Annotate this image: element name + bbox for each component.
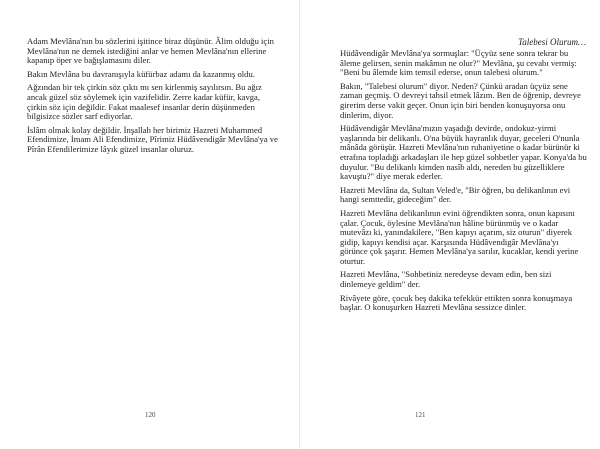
paragraph: İslâm olmak kolay değildir. İnşallah her birimiz Hazreti Muhammed Efendimize, İmam Ali Efendimize, Pîrimiz Hüdâvendigâr Mevlâna'ya ve Pîrân Efendilerimize lâyık güzel insanlar oluruz. — [27, 124, 278, 154]
paragraph: Rivâyete göre, çocuk beş dakika tefekkür ettikten sonra konuşmaya başlar. O konuşurken Hazreti Mevlâna sessizce dinler. — [340, 292, 573, 313]
running-head: Talebesi Olurum… — [518, 37, 586, 47]
paragraph: Hazreti Mevlâna, "Sohbetiniz neredeyse devam edin, ben sizi dinlemeye geldim" der. — [340, 269, 552, 290]
left-page-body — [27, 37, 280, 159]
page-number: 121 — [415, 411, 426, 419]
paragraph: Hüdâvendigâr Mevlâna'mızın yaşadığı devirde, ondokuz-yirmi yaşlarında bir delikanlı. O'na büyük hayranlık duyar, geceleri O'nunla mânâda görüşür. Hazreti Mevlâna'nın ruhaniyetine o kadar bürünür ki etrafına topladığı arkadaşları ile hep güzel sohbetler yapar. Konya'da bu duyulur. "Bu delikanlı kimden nasîb aldı, nereden bu güzelliklere kavuştu?" diye merak ederler. — [340, 123, 587, 182]
paragraph: Hüdâvendigâr Mevlâna'ya sormuşlar: "Üçyüz sene sonra tekrar bu âleme gelirsen, senin makâmın ne olur?" Mevlâna, şu cevabı vermiş: "Beni bu âlemde kim temsil ederse, onun talebesi olurum." — [340, 48, 577, 78]
paragraph: Bakın Mevlâna bu davranışıyla küfürbaz adamı da kazanmış oldu. — [27, 68, 255, 79]
page-number: 120 — [145, 411, 156, 419]
paragraph: Adam Mevlâna'nın bu sözlerini işitince biraz düşünür. Âlim olduğu için Mevlâna'nın ne demek istediğini anlar ve hemen Mevlâna'nın ellerine kapanıp öper ve bağışlamasını diler. — [27, 36, 274, 66]
paragraph: Ağzından bir tek çirkin söz çıktı mı sen kirlenmiş sayılırsın. Bu ağız ancak güzel söz söylemek için vazifelidir. Zerre kadar küfür, kavga, çirkin söz için değildir. Fakat maalesef insanlar derin düşünmeden bilgisizce sözler sarf ediyorlar. — [27, 82, 262, 122]
right-page — [300, 0, 600, 449]
right-page-body — [340, 49, 587, 317]
paragraph: Hazreti Mevlâna delikanlının evini öğrendikten sonra, onun kapısını çalar. Çocuk, öylesine Mevlâna'nın hâline bürünmüş ve o kadar mutevâzı ki, yanındakilere, "Ben kapıyı açarım, siz oturun" diyerek gidip, kapıyı kendisi açar. Karşısında Hüdâvendigâr Mevlâna'yı görünce çok şaşırır. Hemen Mevlâna'ya sarılır, kucaklar, kendi yerine oturtur. — [340, 207, 579, 266]
paragraph: Hazreti Mevlâna da, Sultan Veled'e, "Bir öğren, bu delikanlının evi hangi semttedir, gideceğim" der. — [340, 184, 571, 205]
paragraph: Bakın, "Talebesi olurum" diyor. Neden? Çünkü aradan üçyüz sene zaman geçmiş. O devreyi tahsil etmek lâzım. Ben de öğrenip, devreye girerim derse vakit geçer. Onun için biri benden konuşuyorsa onu dinlerim, diyor. — [340, 80, 581, 120]
